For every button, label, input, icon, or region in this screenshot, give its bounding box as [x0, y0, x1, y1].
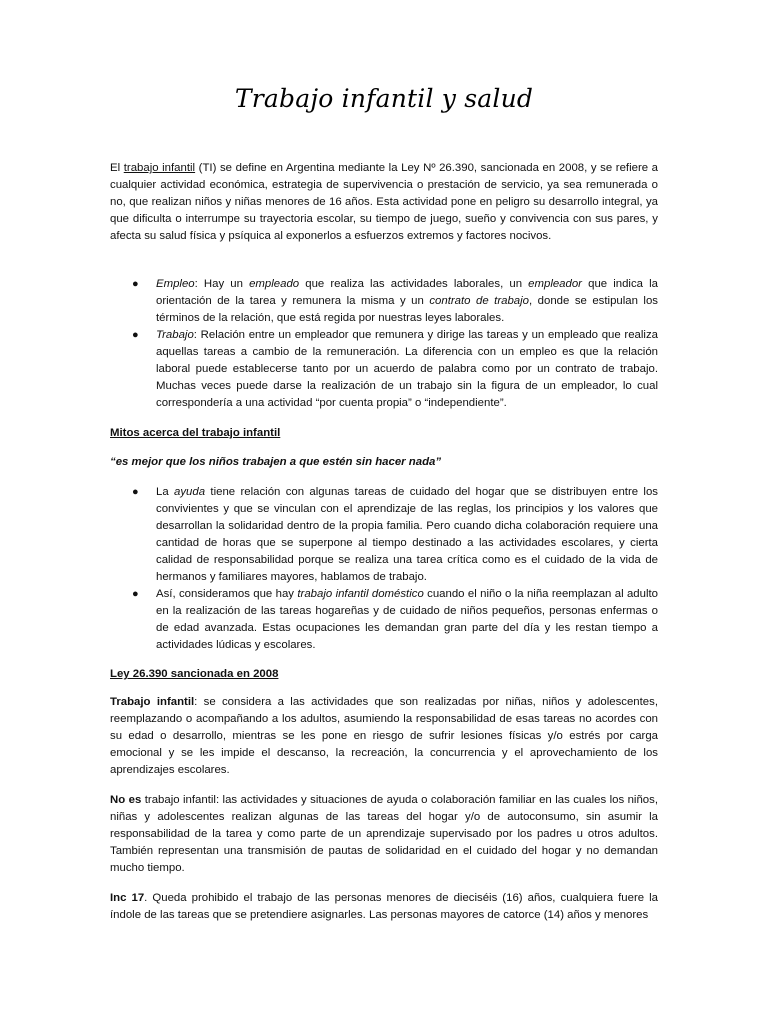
- law-paragraph-1: Trabajo infantil: se considera a las actividades que son realizadas por niñas, niños y adolescentes, reemplazando o acompañando a los adultos, asumiendo la responsabilidad de esas tareas no acordes con su edad o desarrollo, mientras se les pone en riesgo de sufrir lesiones físicas y/o estrés por carga emocional y se les impide el descanso, la recreación, la concurrencia y el aprovechamiento de los aprendizajes escolares.: [110, 696, 658, 776]
- list-item: ● Empleo: Hay un empleado que realiza las actividades laborales, un empleador que indica la orientación de la tarea y remunera la misma y un contrato de trabajo, donde se estipulan los términos de la relación, que está regida por nuestras leyes laborales.: [132, 278, 658, 324]
- bullet-icon: ●: [132, 329, 139, 341]
- myths-heading: Mitos acerca del trabajo infantil: [110, 427, 281, 439]
- document-title: Trabajo infantil y salud: [234, 84, 534, 113]
- definitions-list: [110, 276, 658, 412]
- law-paragraph-3: Inc 17. Queda prohibido el trabajo de las personas menores de dieciséis (16) años, cualquiera fuere la índole de las tareas que se pretendiere asignarles. Las personas mayores de catorce (14) años y menores: [110, 892, 658, 921]
- law-heading: Ley 26.390 sancionada en 2008: [110, 668, 279, 680]
- bullet-icon: ●: [132, 486, 139, 498]
- myth-list: [110, 484, 658, 654]
- list-item: ● La ayuda tiene relación con algunas tareas de cuidado del hogar que se distribuyen entre los convivientes y que se vinculan con el aprendizaje de las reglas, los principios y los valores que desarrollan la solidaridad dentro de la propia familia. Pero cuando dicha colaboración requiere una cantidad de horas que se superpone al tiempo destinado a las actividades escolares, y cierta calidad de responsabilidad porque se realiza una tarea crítica como es el cuidado de la vida de hermanos y familiares mayores, hablamos de trabajo.: [132, 486, 658, 583]
- bullet-icon: ●: [132, 588, 139, 600]
- list-item: ● Trabajo: Relación entre un empleador que remunera y dirige las tareas y un empleado que realiza aquellas tareas a cambio de la remuneración. La diferencia con un empleo es que la relación laboral puede establecerse tanto por un acuerdo de palabra como por un contrato de trabajo. Muchas veces puede darse la realización de un trabajo sin la figura de un empleador, lo cual correspondería a una actividad “por cuenta propia” o “independiente”.: [132, 329, 658, 409]
- myth-quote: “es mejor que los niños trabajen a que estén sin hacer nada”: [110, 456, 442, 468]
- intro-paragraph: El trabajo infantil (TI) se define en Argentina mediante la Ley Nº 26.390, sancionada en 2008, y se refiere a cualquier actividad económica, estrategia de supervivencia o prestación de servicio, ya sea remunerada o no, que realizan niños y niñas menores de 16 años. Esta actividad pone en peligro su desarrollo integral, ya que dificulta o interrumpe su trayectoria escolar, su tiempo de juego, sueño y convivencia con sus pares, y afecta su salud física y psíquica al exponerlos a esfuerzos extremos y factores nocivos.: [110, 162, 659, 242]
- bullet-icon: ●: [132, 278, 139, 290]
- trabajo-infantil-term: trabajo infantil: [123, 162, 196, 174]
- list-item: ● Así, consideramos que hay trabajo infantil doméstico cuando el niño o la niña reemplazan al adulto en la realización de las tareas hogareñas y de cuidado de niños pequeños, personas enfermas o de edad avanzada. Estas ocupaciones les demandan gran parte del día y les restan tiempo a actividades lúdicas y escolares.: [132, 588, 658, 651]
- law-paragraph-2: No es trabajo infantil: las actividades y situaciones de ayuda o colaboración familiar en las cuales los niños, niñas y adolescentes realizan algunas de las tareas del hogar y/o de autoconsumo, sin asumir la responsabilidad de la tarea y como parte de un aprendizaje supervisado por los padres u otros adultos. También representan una transmisión de pautas de solidaridad en el cuidado del hogar y no demandan mucho tiempo.: [110, 794, 658, 874]
